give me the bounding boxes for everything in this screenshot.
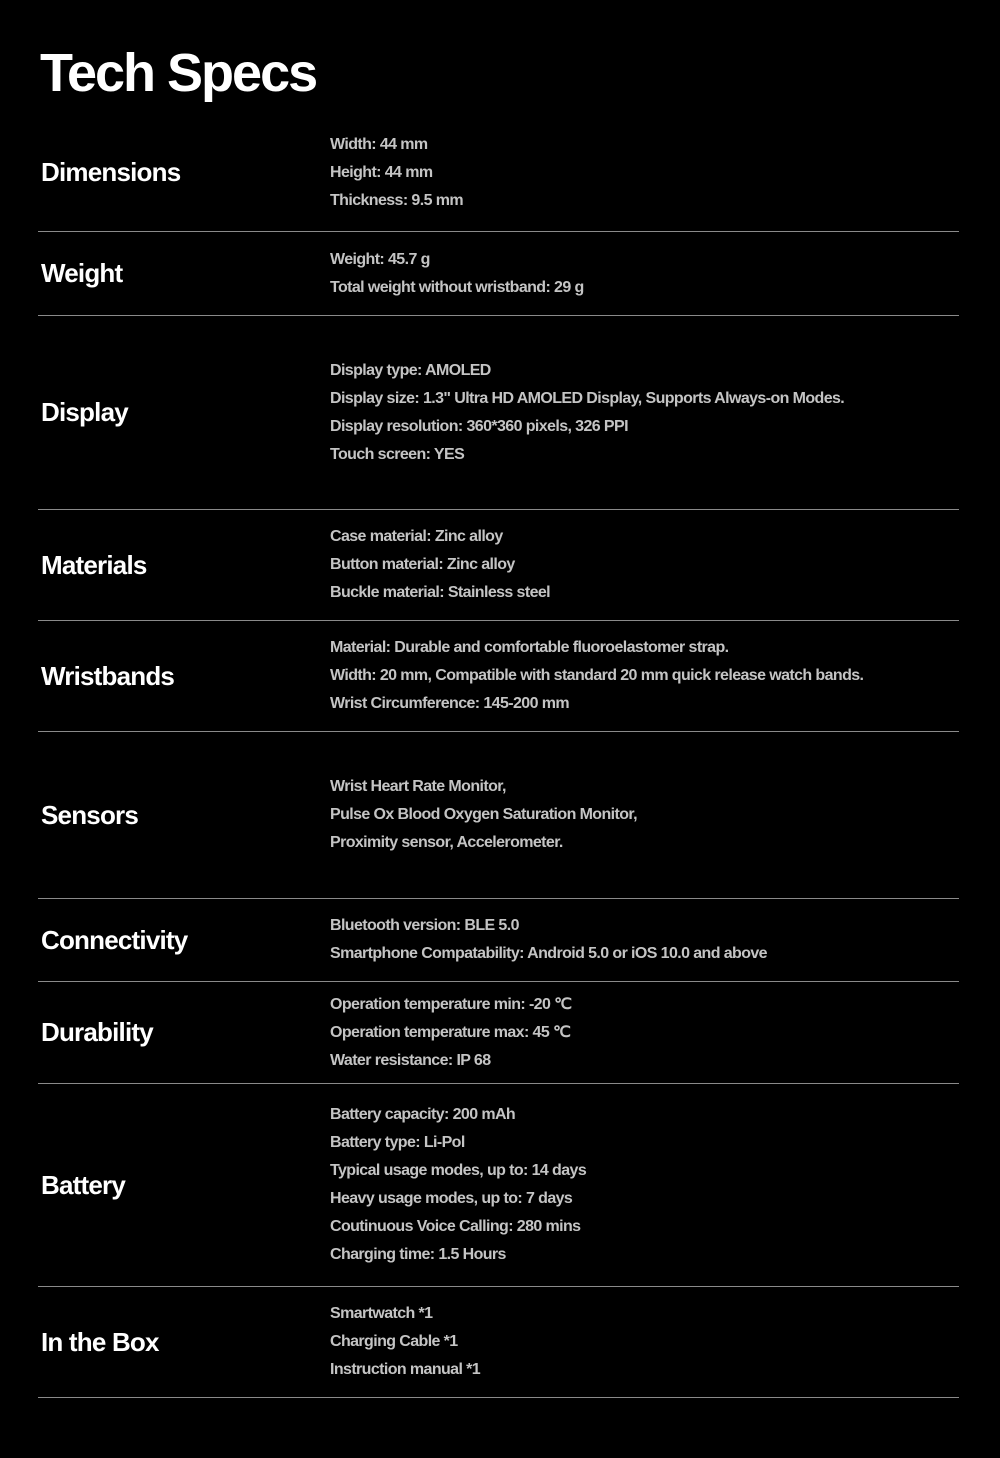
- spec-value: Proximity sensor, Accelerometer.: [330, 834, 563, 851]
- spec-value: Total weight without wristband: 29 g: [330, 278, 584, 296]
- spec-values: [330, 131, 959, 215]
- spec-values: [330, 246, 959, 302]
- spec-value: Width: 44 mm: [330, 135, 428, 153]
- spec-value: Wrist Heart Rate Monitor,: [330, 778, 506, 795]
- spec-label: Wristbands: [41, 660, 175, 691]
- specs-table: [38, 128, 959, 1398]
- spec-value: Operation temperature min: -20 ℃: [330, 995, 572, 1013]
- spec-value: Material: Durable and comfortable fluoroelastomer strap.: [330, 639, 729, 656]
- spec-row-connectivity: [38, 899, 959, 982]
- spec-value: Thickness: 9.5 mm: [330, 191, 463, 209]
- spec-row-weight: [38, 232, 959, 316]
- spec-row-durability: [38, 982, 959, 1084]
- spec-value: Button material: Zinc alloy: [330, 556, 515, 573]
- spec-values: [330, 991, 959, 1075]
- spec-row-in-the-box: [38, 1287, 959, 1398]
- spec-value: Instruction manual *1: [330, 1361, 481, 1378]
- spec-values: [330, 912, 959, 968]
- spec-value: Battery type: Li-Pol: [330, 1134, 465, 1151]
- spec-values: [330, 773, 959, 857]
- spec-value: Smartwatch *1: [330, 1305, 433, 1322]
- spec-value: Display size: 1.3" Ultra HD AMOLED Display, Supports Always-on Modes.: [330, 389, 845, 407]
- spec-row-display: [38, 316, 959, 510]
- spec-values: [330, 634, 959, 718]
- spec-value: Touch screen: YES: [330, 445, 465, 463]
- spec-row-battery: [38, 1084, 959, 1287]
- page-title: Tech Specs: [40, 43, 317, 103]
- spec-label: In the Box: [41, 1326, 159, 1357]
- spec-values: [330, 357, 959, 469]
- spec-row-dimensions: [38, 128, 959, 232]
- spec-value: Operation temperature max: 45 ℃: [330, 1023, 571, 1041]
- spec-label: Connectivity: [41, 924, 188, 955]
- spec-value: Charging Cable *1: [330, 1333, 458, 1350]
- spec-label: Weight: [41, 258, 123, 288]
- spec-value: Width: 20 mm, Compatible with standard 20 mm quick release watch bands.: [330, 667, 864, 684]
- spec-row-sensors: [38, 732, 959, 899]
- spec-value: Weight: 45.7 g: [330, 250, 430, 268]
- spec-value: Heavy usage modes, up to: 7 days: [330, 1190, 573, 1207]
- spec-row-wristbands: [38, 621, 959, 732]
- spec-label: Sensors: [41, 799, 139, 830]
- spec-label: Display: [41, 397, 128, 427]
- spec-value: Buckle material: Stainless steel: [330, 584, 551, 601]
- spec-value: Coutinuous Voice Calling: 280 mins: [330, 1218, 581, 1235]
- spec-value: Typical usage modes, up to: 14 days: [330, 1162, 587, 1179]
- spec-value: Case material: Zinc alloy: [330, 528, 503, 545]
- spec-row-materials: [38, 510, 959, 621]
- spec-value: Height: 44 mm: [330, 163, 433, 181]
- spec-label: Battery: [41, 1169, 125, 1200]
- spec-value: Smartphone Compatability: Android 5.0 or iOS 10.0 and above: [330, 945, 767, 962]
- spec-value: Charging time: 1.5 Hours: [330, 1246, 506, 1263]
- spec-label: Dimensions: [41, 157, 181, 187]
- spec-value: Wrist Circumference: 145-200 mm: [330, 695, 569, 712]
- spec-values: [330, 523, 959, 607]
- spec-label: Durability: [41, 1017, 153, 1047]
- spec-value: Water resistance: IP 68: [330, 1051, 491, 1069]
- spec-values: [330, 1101, 959, 1269]
- spec-value: Battery capacity: 200 mAh: [330, 1106, 516, 1123]
- spec-label: Materials: [41, 549, 147, 580]
- spec-value: Pulse Ox Blood Oxygen Saturation Monitor,: [330, 806, 637, 823]
- spec-value: Display type: AMOLED: [330, 361, 491, 379]
- spec-value: Bluetooth version: BLE 5.0: [330, 917, 519, 934]
- spec-values: [330, 1300, 959, 1384]
- spec-value: Display resolution: 360*360 pixels, 326 PPI: [330, 417, 628, 435]
